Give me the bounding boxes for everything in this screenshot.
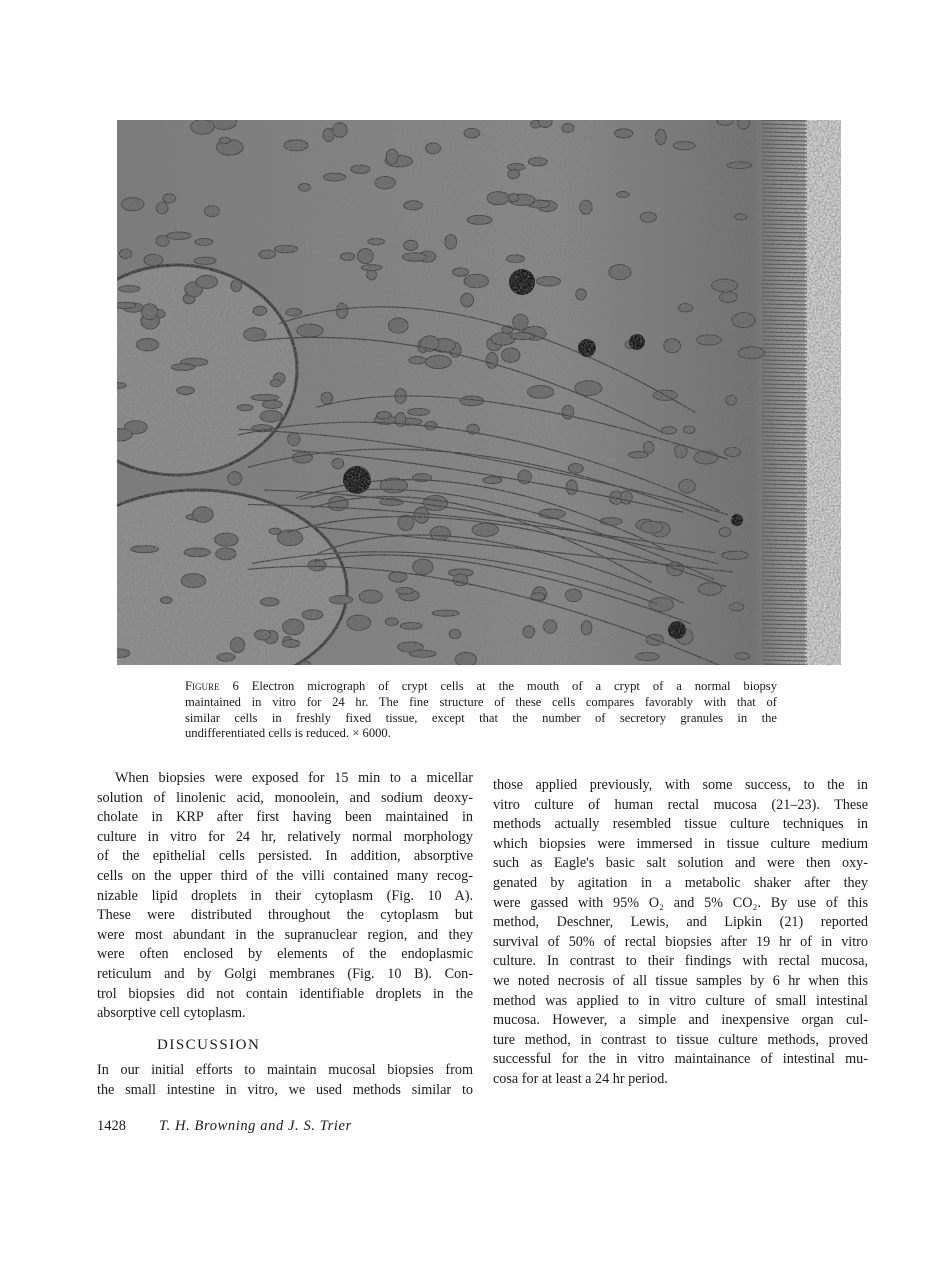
text-line: successful for the in vitro maintainance of intestinal mu- [493,1051,868,1068]
text-line: the small intestine in vitro, we used methods similar to [97,1081,473,1098]
caption-line: similar cells in freshly fixed tissue, except that the number of secretory granules in the [185,710,777,725]
page-number: 1428 [97,1118,126,1134]
text-line: cells on the upper third of the villi contained many recog- [97,867,473,884]
caption-line: maintained in vitro for 24 hr. The fine structure of these cells compares favorably with that of [185,694,777,709]
text-line: solution of linolenic acid, monoolein, and sodium deoxy- [97,789,473,806]
text-line: method was applied to in vitro culture of small intestinal [493,992,868,1009]
text-line: reticulum and by Golgi membranes (Fig. 10 B). Con- [97,965,473,982]
right-column-paragraph [493,776,868,1090]
text-line: which biopsies were immersed in tissue culture medium [493,835,868,852]
text-line: vitro culture of human rectal mucosa (21–23). These [493,796,868,813]
text-line: were most abundant in the supranuclear region, and they [97,926,473,943]
text-line: genated by agitation in a metabolic shaker after they [493,874,868,891]
caption-line: undifferentiated cells is reduced. × 6000. [185,726,391,741]
text-line: those applied previously, with some success, to the in [493,777,868,793]
text-line: nizable lipid droplets in their cytoplasm (Fig. 10 A). [97,887,473,904]
text-line: such as Eagle's basic salt solution and were then oxy- [493,855,868,872]
page-footer [97,1118,352,1135]
text-line: method, Deschner, Lewis, and Lipkin (21) reported [493,914,868,931]
left-column-paragraph [97,769,473,1024]
text-line: These were distributed throughout the cytoplasm but [97,907,473,924]
section-heading-discussion: DISCUSSION [157,1037,261,1053]
caption-text: Electron micrograph of crypt cells at the mouth of a crypt of a normal biopsy [251,679,777,693]
electron-micrograph-image [117,120,841,665]
text-line: When biopsies were exposed for 15 min to a micellar [115,770,473,786]
figure-label: Figure 6 [185,679,252,693]
text-line: methods actually resembled tissue culture techniques in [493,816,868,833]
text-line: ture method, in contrast to tissue culture methods, proved [493,1031,868,1048]
text-line: mucosa. However, a simple and inexpensive organ cul- [493,1012,868,1029]
text-line: of the epithelial cells persisted. In addition, absorptive [97,848,473,865]
text-line: survival of 50% of rectal biopsies after 19 hr of in vitro [493,933,868,950]
text-line: culture in vitro for 24 hr, relatively normal morphology [97,828,473,845]
discussion-paragraph [97,1061,473,1100]
text-line: were gassed with 95% O₂ and 5% CO₂. By use of this [493,894,868,911]
text-line: trol biopsies did not contain identifiable droplets in the [97,985,473,1002]
text-line: cholate in KRP after first having been maintained in [97,809,473,826]
text-line: we noted necrosis of all tissue samples by 6 hr when this [493,972,868,989]
text-line: culture. In contrast to their findings with rectal mucosa, [493,953,868,970]
text-line: In our initial efforts to maintain mucosal biopsies from [97,1062,473,1078]
text-line: absorptive cell cytoplasm. [97,1005,246,1022]
figure-caption [185,679,777,742]
running-authors: T. H. Browning and J. S. Trier [159,1118,352,1134]
caption-line [185,679,777,695]
text-line: were often enclosed by elements of the endoplasmic [97,946,473,963]
text-line: cosa for at least a 24 hr period. [493,1070,668,1087]
